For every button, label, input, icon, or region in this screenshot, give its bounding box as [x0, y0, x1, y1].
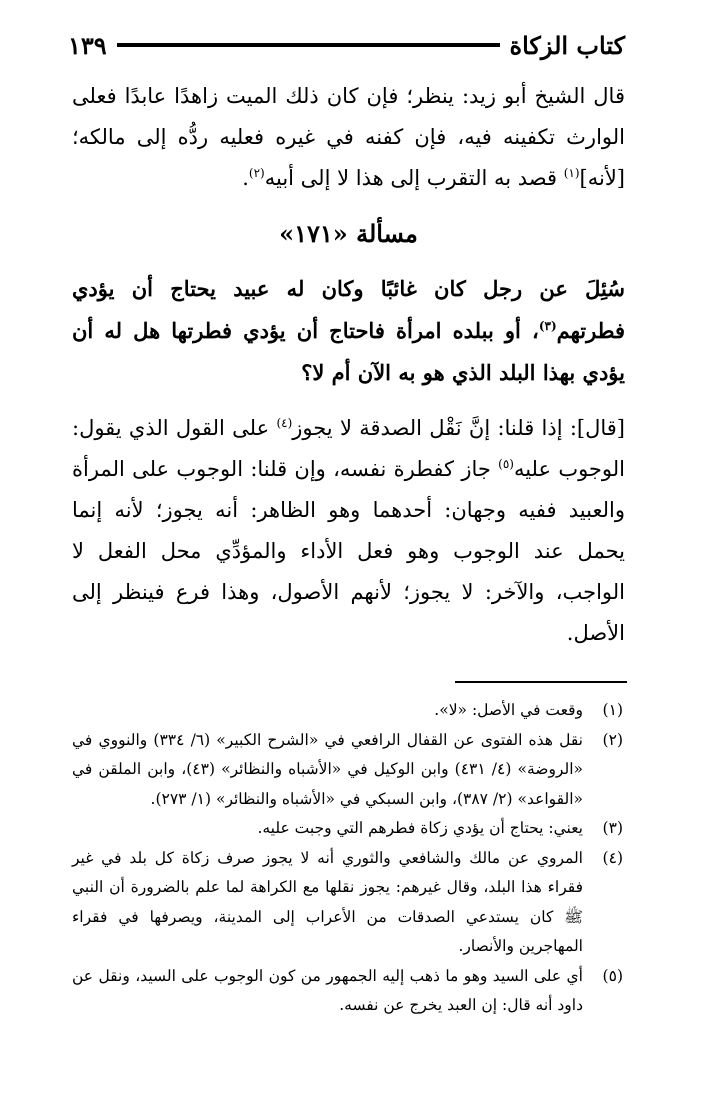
footnote-number: (٤): [602, 848, 623, 867]
main-text: [72, 76, 625, 654]
footnotes: [72, 696, 623, 1021]
footnote-5: [72, 962, 623, 1021]
footnote-ref-3: (٣): [538, 319, 557, 333]
footnote-number: (٥): [602, 966, 623, 985]
footnote-2: [72, 726, 623, 815]
issue-heading: مسألة «١٧١»: [279, 219, 418, 248]
footnote-4: [72, 844, 623, 962]
footnote-text: المروي عن مالك والشافعي والثوري أنه لا يجوز صرف زكاة كل بلد في غير فقراء هذا البلد، وقال غيرهم: يجوز نقلها مع الكراهة لما علم بالضرورة أن النبي ﷺ كان يستدعي الصدقات من الأعراب إلى المدينة، ويصرفها في فقراء المهاجرين والأنصار.: [72, 848, 583, 955]
footnote-number: (٢): [602, 730, 623, 749]
footnote-3: [72, 814, 623, 844]
running-header: [68, 22, 625, 68]
paragraph-1: قال الشيخ أبو زيد: ينظر؛ فإن كان ذلك الميت زاهدًا عابدًا فعلى الوارث تكفينه فيه، فإن كفنه في غيره فعليه ردُّه إلى مالكه؛ [لأنه]$^{(١)}$ قصد به التقرب إلى هذا لا إلى أبيه$^{(٢)}$.: [72, 84, 625, 190]
footnote-ref-1: (١): [563, 166, 580, 180]
footnote-text: نقل هذه الفتوى عن القفال الرافعي في «الشرح الكبير» (٦/ ٣٣٤) والنووي في «الروضة» (٤/ ٤٣١) وابن الوكيل في «الأشباه والنظائر» (٤٣)، وابن الملقن في «القواعد» (٢/ ٣٨٧)، وابن السبكي في «الأشباه والنظائر» (١/ ٢٧٣).: [72, 730, 583, 808]
footnote-separator: [455, 681, 627, 683]
footnote-ref-5: (٥): [498, 457, 514, 471]
page-number: ١٣٩: [68, 30, 107, 60]
footnote-number: (١): [602, 701, 623, 719]
header-rule: [117, 43, 500, 47]
footnote-1: [72, 696, 623, 726]
question-paragraph: سُئِلَ عن رجل كان غائبًا وكان له عبيد يحتاج أن يؤدي فطرتهم$^{(٣)}$، أو ببلده امرأة فاحتاج أن يؤدي فطرتها هل له أن يؤدي بهذا البلد الذي هو به الآن أم لا؟: [72, 276, 625, 385]
footnote-text: يعني: يحتاج أن يؤدي زكاة فطرهم التي وجبت عليه.: [257, 819, 583, 837]
footnote-text: وقعت في الأصل: «لا».: [434, 701, 583, 719]
answer-paragraph: [قال]: إذا قلنا: إنَّ نَقْل الصدقة لا يجوز$^{(٤)}$ على القول الذي يقول: الوجوب عليه$^{(٥)}$ جاز كفطرة نفسه، وإن قلنا: الوجوب على المرأة والعبيد ففيه وجهان: أحدهما وهو الظاهر: أنه يجوز؛ لأنه إنما يحمل عند الوجوب وهو فعل الأداء والمؤدِّي محل الفعل لا الواجب، والآخر: لا يجوز؛ لأنهم الأصول، وهذا فرع فينظر إلى الأصل.: [72, 416, 625, 645]
footnote-ref-2: (٢): [248, 166, 265, 180]
book-title: كتاب الزكاة: [509, 30, 625, 60]
footnote-number: (٣): [602, 819, 623, 837]
footnote-text: أي على السيد وهو ما ذهب إليه الجمهور من كون الوجوب على السيد، ونقل عن داود أنه قال: إن العبد يخرج عن نفسه.: [72, 966, 583, 1014]
footnote-ref-4: (٤): [276, 416, 293, 430]
